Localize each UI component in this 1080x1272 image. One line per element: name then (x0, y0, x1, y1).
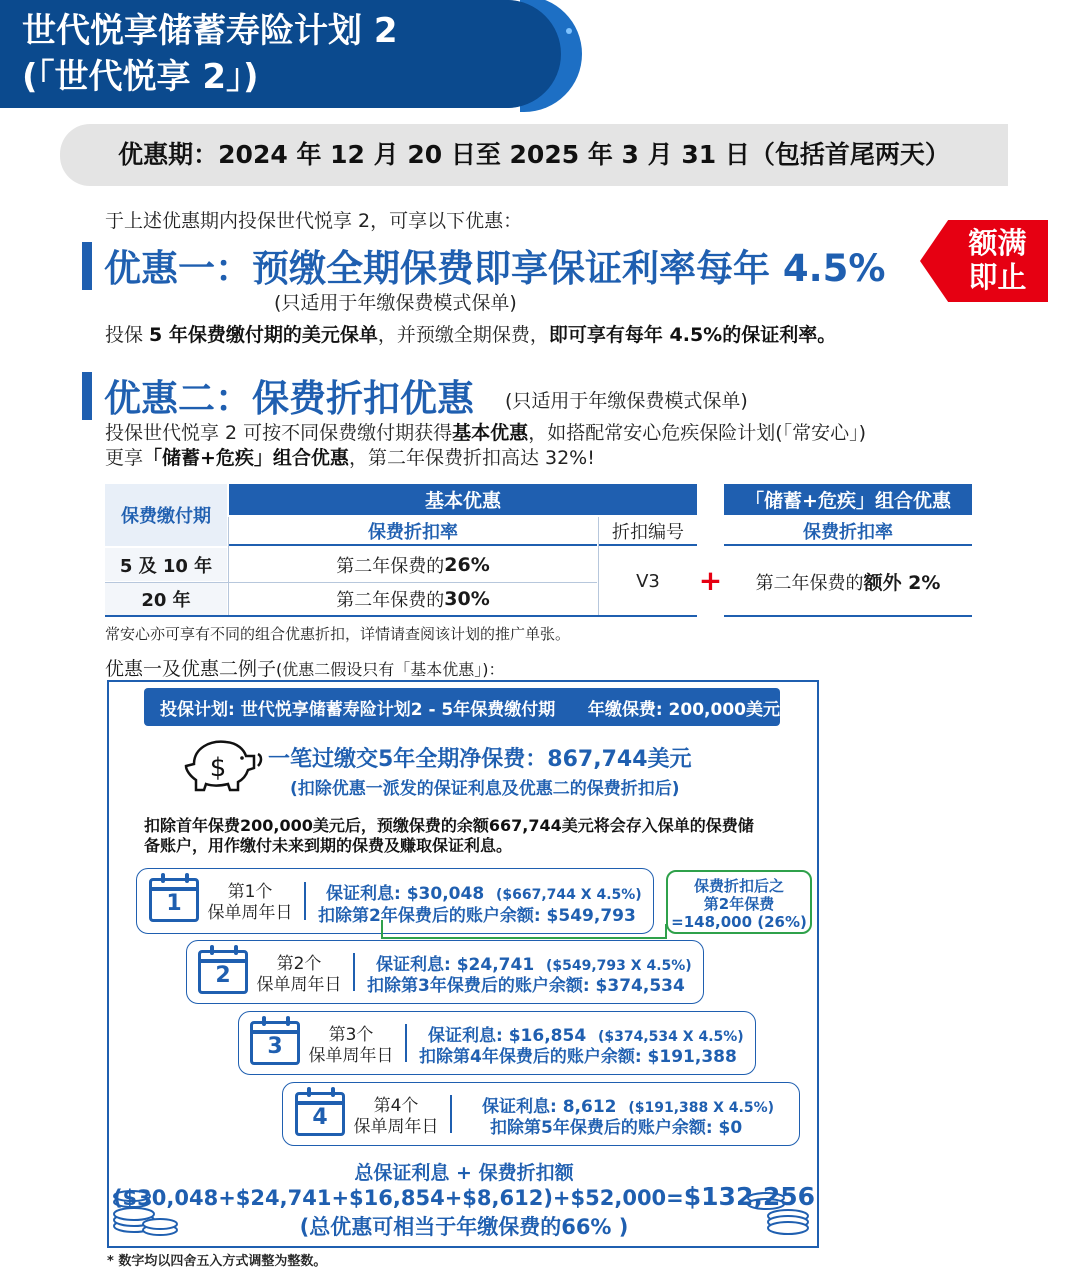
discount-box-line-2: 第2年保费 (703, 895, 775, 913)
table-header-basic-rate: 保费折扣率 (229, 517, 597, 546)
anniversary-separator (304, 882, 306, 920)
calendar-number: 2 (215, 963, 231, 988)
discount-box-line-1: 保费折扣后之 (693, 877, 784, 895)
total-label-plus: + (449, 1162, 479, 1184)
table-divider-v2 (598, 517, 599, 615)
badge-line-2: 即止 (968, 260, 1027, 294)
svg-text:$: $ (209, 753, 227, 783)
plan-annual-premium: 年缴保费: 200,000美元 (587, 699, 780, 720)
anniversary-separator (405, 1024, 407, 1062)
calendar-icon (250, 1021, 300, 1065)
calendar-number: 4 (312, 1105, 328, 1130)
total-formula (108, 1182, 820, 1211)
lump-sum-title: 一笔过缴交5年全期净保费：867,744美元 (268, 747, 692, 772)
anniversary-balance-3: 扣除第4年保费后的账户余额: $191,388 (419, 1047, 737, 1067)
table-note: 常安心亦可享有不同的组合优惠折扣，详情请查阅该计划的推广单张。 (105, 625, 571, 643)
table-divider-v1 (228, 517, 229, 615)
interest-calc-4: ($191,388 X 4.5%) (628, 1100, 775, 1116)
table-plus-sign: + (698, 563, 723, 597)
page-title (22, 8, 398, 100)
intro-text: 于上述优惠期内投保世代悦享 2，可享以下优惠： (105, 210, 523, 232)
interest-calc-2: ($549,793 X 4.5%) (546, 958, 692, 974)
interest-3: 保证利息: $16,854 (428, 1026, 587, 1046)
example-heading-b: (优惠二假设只有「基本优惠」)： (276, 660, 505, 679)
offer2-line2-a: 更享 (105, 447, 144, 469)
offer2-line1-a: 投保世代悦享 2 可按不同保费缴付期获得 (105, 422, 453, 444)
offer1-desc-c: ，并预缴全期保费， (377, 324, 549, 346)
total-formula-result: $132,256 (683, 1182, 816, 1211)
interest-calc-1: ($667,744 X 4.5%) (496, 887, 642, 903)
anniversary-separator (353, 953, 355, 991)
table-row-1-rate-b: 26% (444, 553, 490, 576)
anniversary-label-1b: 保单周年日 (207, 903, 293, 923)
table-row-2-period: 20 年 (105, 583, 227, 615)
table-bottom-line (105, 615, 697, 617)
total-label-interest: 总保证利息 (354, 1162, 450, 1184)
anniversary-label-3b: 保单周年日 (308, 1046, 394, 1066)
total-label-discount: 保费折扣额 (478, 1162, 574, 1184)
interest-4: 保证利息: 8,612 (482, 1097, 617, 1117)
table-combo-value (724, 548, 972, 615)
anniversary-label-3a: 第3个 (328, 1025, 374, 1045)
total-label (108, 1158, 820, 1185)
table-header-period: 保费缴付期 (105, 484, 227, 546)
interest-2: 保证利息: $24,741 (376, 955, 535, 975)
table-row-1-period: 5 及 10 年 (105, 548, 227, 581)
anniversary-label-4a: 第4个 (373, 1096, 419, 1116)
calendar-number: 1 (166, 891, 182, 916)
limited-badge-text (950, 226, 1045, 294)
table-row-2-rate (229, 583, 597, 615)
table-combo-value-b: 额外 2% (863, 572, 941, 594)
table-code-value: V3 (636, 571, 660, 592)
calendar-number: 3 (267, 1034, 283, 1059)
anniversary-label-2b: 保单周年日 (256, 975, 342, 995)
badge-line-1: 额满 (968, 226, 1027, 260)
anniversary-label-1a: 第1个 (227, 882, 273, 902)
offer2-line-2 (105, 443, 595, 470)
offer1-accent-bar (82, 242, 92, 290)
footnote: * 数字均以四舍五入方式调整为整数。 (107, 1254, 327, 1269)
anniversary-balance-1: 扣除第2年保费后的账户余额: $549,793 (318, 906, 636, 926)
offer1-title: 优惠一：预缴全期保费即享保证利率每年 4.5% (104, 247, 886, 290)
offer1-note: (只适用于年缴保费模式保单) (274, 292, 517, 314)
plan-bar (144, 688, 780, 726)
offer2-line2-b: 「储蓄+危疾」组合优惠 (143, 447, 349, 469)
anniversary-label-4b: 保单周年日 (353, 1117, 439, 1137)
anniversary-balance-2: 扣除第3年保费后的账户余额: $374,534 (367, 976, 685, 996)
interest-calc-3: ($374,534 X 4.5%) (598, 1029, 744, 1045)
calendar-icon (149, 878, 199, 922)
second-year-discount-box (666, 870, 812, 934)
reserve-desc-line-2: 备账户，用作缴付未来到期的保费及赚取保证利息。 (144, 836, 513, 855)
table-header-basic: 基本优惠 (229, 484, 697, 515)
table-header-combo-rate: 保费折扣率 (724, 517, 972, 546)
example-heading (105, 654, 505, 681)
interest-1: 保证利息: $30,048 (326, 884, 485, 904)
plan-name: 投保计划: 世代悦享储蓄寿险计划2 - 5年保费缴付期 (160, 699, 556, 720)
table-row-2-rate-a: 第二年保费的 (336, 590, 445, 611)
offer2-line2-c: ，第二年保费折扣高达 32%! (348, 447, 595, 469)
anniversary-balance-4: 扣除第5年保费后的账户余额: $0 (490, 1118, 743, 1138)
table-combo-value-a: 第二年保费的 (755, 572, 864, 594)
offer1-desc-d: 即可享有每年 4.5%的保证利率。 (548, 324, 837, 346)
piggy-bank-icon (180, 734, 264, 796)
table-row-1-rate-a: 第二年保费的 (336, 555, 445, 577)
offer1-desc-a: 投保 (105, 324, 150, 346)
table-row-1-rate (229, 548, 597, 581)
period-text: 优惠期：2024 年 12 月 20 日至 2025 年 3 月 31 日（包括首尾两天） (118, 140, 950, 169)
anniversary-label-1 (206, 882, 294, 924)
table-combo-bottom-line (724, 615, 972, 617)
offer2-title: 优惠二：保费折扣优惠 (104, 377, 474, 420)
calendar-icon (295, 1092, 345, 1136)
offer2-accent-bar (82, 372, 92, 420)
offer1-desc-b: 5 年保费缴付期的美元保单 (149, 324, 378, 346)
total-formula-terms: ($30,048+$24,741+$16,854+$8,612)+$52,000= (112, 1186, 684, 1210)
offer2-line1-b: 基本优惠 (452, 422, 529, 444)
title-line-1: 世代悦享储蓄寿险计划 2 (22, 11, 398, 51)
offer1-desc (105, 320, 836, 347)
lump-sum-subtitle: (扣除优惠一派发的保证利息及优惠二的保费折扣后) (290, 779, 680, 799)
calendar-icon (198, 950, 248, 994)
anniversary-separator (450, 1095, 452, 1133)
table-row-2-rate-b: 30% (444, 588, 490, 610)
example-heading-a: 优惠一及优惠二例子 (105, 658, 277, 680)
table-header-combo: 「储蓄+危疾」组合优惠 (724, 484, 972, 515)
total-equivalent: (总优惠可相当于年缴保费的66% ) (299, 1215, 629, 1239)
anniversary-label-2a: 第2个 (276, 954, 322, 974)
anniversary-label-4 (352, 1096, 440, 1138)
offer2-note: (只适用于年缴保费模式保单) (505, 390, 748, 412)
anniversary-label-2 (255, 954, 343, 996)
banner-dot-decoration (566, 28, 572, 34)
table-header-code: 折扣编号 (599, 517, 697, 546)
offer2-line-1 (105, 418, 866, 445)
offer2-line1-c: ，如搭配常安心危疾保险计划(「常安心」) (528, 422, 867, 444)
reserve-desc-line-1: 扣除首年保费200,000美元后，预缴保费的余额667,744美元将会存入保单的保费储 (144, 816, 754, 835)
title-line-2: (「世代悦享 2」) (22, 57, 259, 97)
anniversary-label-3 (307, 1025, 395, 1067)
discount-box-line-3: =148,000 (26%) (671, 913, 807, 931)
